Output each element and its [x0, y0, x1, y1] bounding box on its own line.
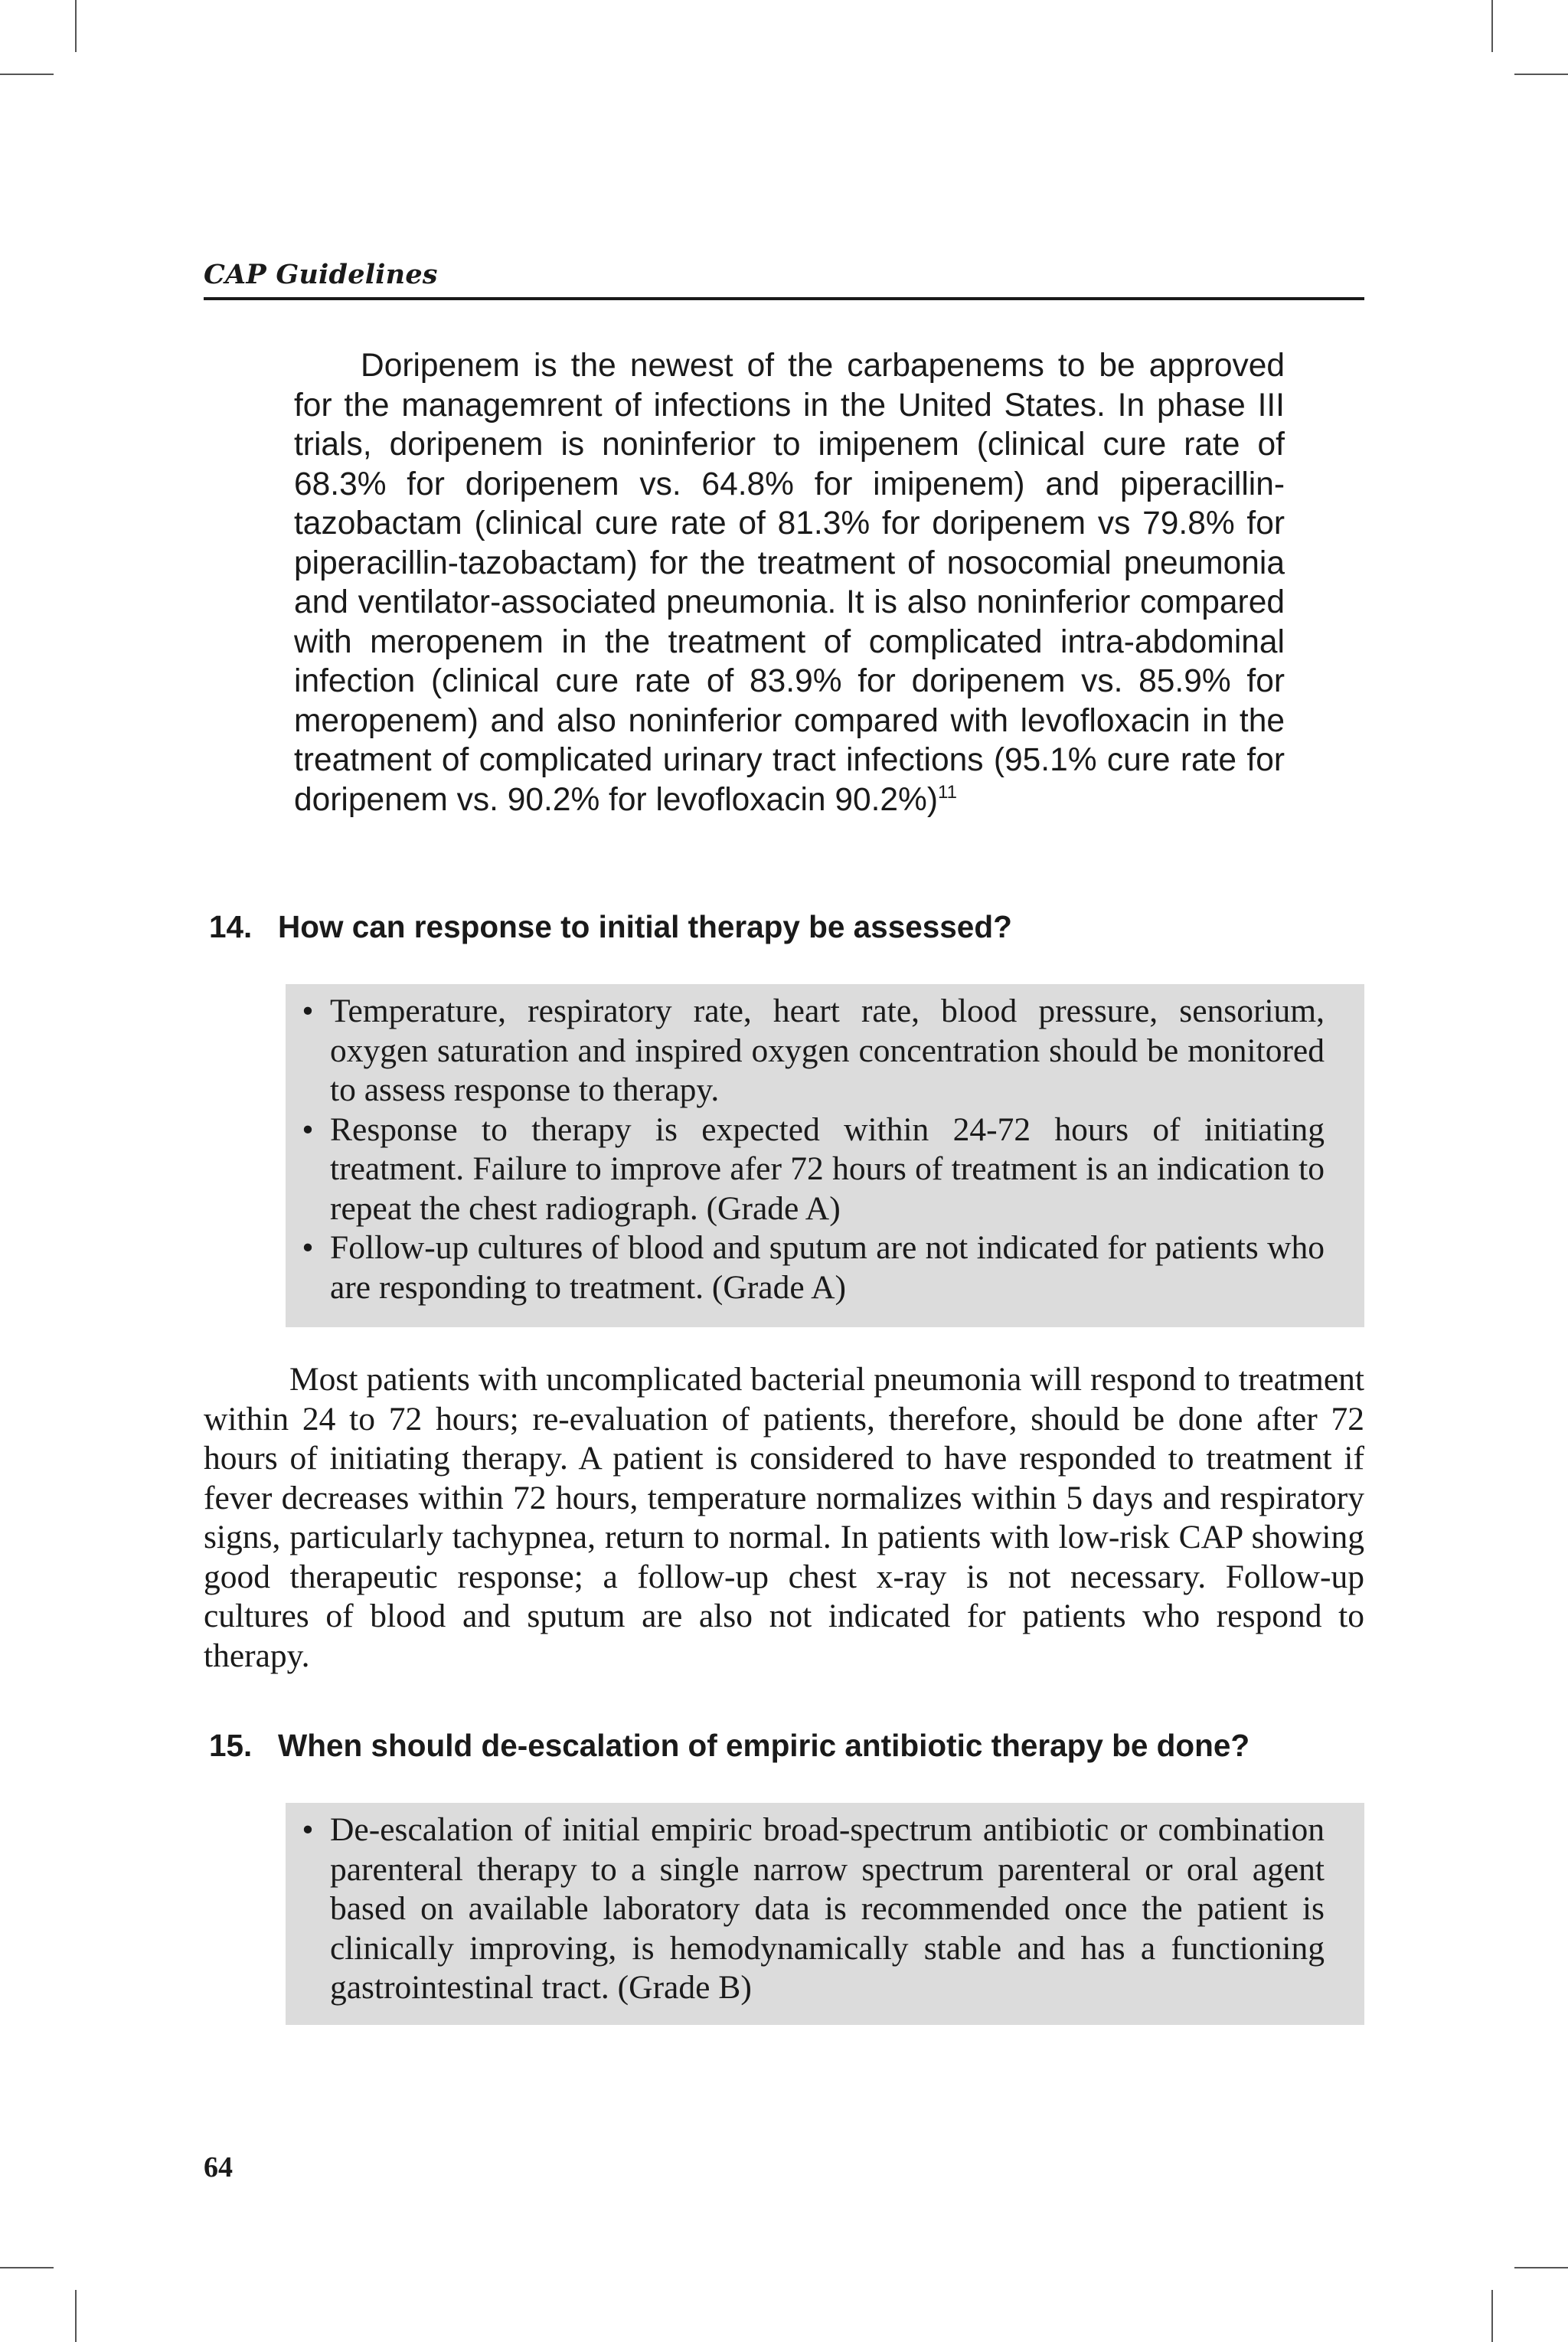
bullet-symbol: • — [302, 1811, 314, 1848]
crop-mark-bottom-left — [75, 2290, 77, 2342]
crop-mark-bottom-right — [1514, 2267, 1568, 2268]
recommendation-box-14 — [286, 984, 1364, 1327]
question-14-heading — [209, 909, 1012, 945]
running-title: CAP Guidelines — [204, 259, 438, 290]
doripenem-paragraph — [294, 346, 1285, 819]
reference-superscript: 11 — [938, 781, 957, 803]
bullet-text: Follow-up cultures of blood and sputum are not indicated for patients who are responding to treatment. (Grade A) — [330, 1229, 1325, 1306]
crop-mark-top-right — [1491, 0, 1493, 52]
question-title: How can response to initial therapy be assessed? — [278, 909, 1012, 944]
bullet-text: De-escalation of initial empiric broad-spectrum antibiotic or combination parenteral therapy to a single narrow spectrum parenteral or oral agent based on available laboratory data is recommended once the patient is clinically improving, is hemodynamically stable and has a functioning gastrointestinal tract. (Grade B) — [330, 1811, 1325, 2006]
crop-mark-top-right — [1514, 74, 1568, 75]
response-assessment-paragraph: Most patients with uncomplicated bacterial pneumonia will respond to treatment within 24 to 72 hours; re-evaluation of patients, therefore, should be done after 72 hours of initiating therapy. A patient is considered to have responded to treatment if fever decreases within 72 hours, temperature normalizes within 5 days and respiratory signs, particularly tachypnea, return to normal. In patients with low-risk CAP showing good therapeutic response; a follow-up chest x-ray is not necessary. Follow-up cultures of blood and sputum are also not indicated for patients who respond to therapy. — [204, 1361, 1364, 1674]
recommendation-bullet — [296, 992, 1325, 1110]
recommendation-bullet — [296, 1228, 1325, 1307]
bullet-symbol: • — [302, 1110, 314, 1148]
doripenem-paragraph-text: Doripenem is the newest of the carbapenems to be approved for the managemrent of infections in the United States. In phase III trials, doripenem is noninferior to imipenem (clinical cure rate of 68.3% for doripenem vs. 64.8% for imipenem) and piperacillin-tazobactam (clinical cure rate of 81.3% for doripenem vs 79.8% for piperacillin-tazobactam) for the treatment of nosocomial pneumonia and ventilator-associated pneumonia. It is also noninferior compared with meropenem in the treatment of complicated intra-abdominal infection (clinical cure rate of 83.9% for doripenem vs. 85.9% for meropenem) and also noninferior compared with levofloxacin in the treatment of complicated urinary tract infections (95.1% cure rate for doripenem vs. 90.2% for levofloxacin 90.2%) — [294, 348, 1285, 818]
recommendation-box-15 — [286, 1803, 1364, 2025]
crop-mark-bottom-left — [0, 2267, 54, 2268]
bullet-text: Temperature, respiratory rate, heart rate, blood pressure, sensorium, oxygen saturation and inspired oxygen concentration should be monitored to assess response to therapy. — [330, 993, 1325, 1108]
question-15-heading — [209, 1728, 1250, 1764]
question-title: When should de-escalation of empiric antibiotic therapy be done? — [278, 1728, 1250, 1763]
bullet-text: Response to therapy is expected within 24-72 hours of initiating treatment. Failure to improve afer 72 hours of treatment is an indication to repeat the chest radiograph. (Grade A) — [330, 1110, 1325, 1227]
page-number: 64 — [204, 2151, 233, 2183]
crop-mark-bottom-right — [1491, 2290, 1493, 2342]
bullet-symbol: • — [302, 993, 314, 1029]
crop-mark-top-left — [0, 74, 54, 75]
crop-mark-top-left — [75, 0, 77, 52]
bullet-symbol: • — [302, 1229, 314, 1266]
question-number: 15. — [209, 1728, 253, 1763]
recommendation-bullet — [296, 1110, 1325, 1229]
question-number: 14. — [209, 909, 253, 944]
header-rule — [204, 297, 1364, 300]
recommendation-bullet — [296, 1810, 1325, 2008]
